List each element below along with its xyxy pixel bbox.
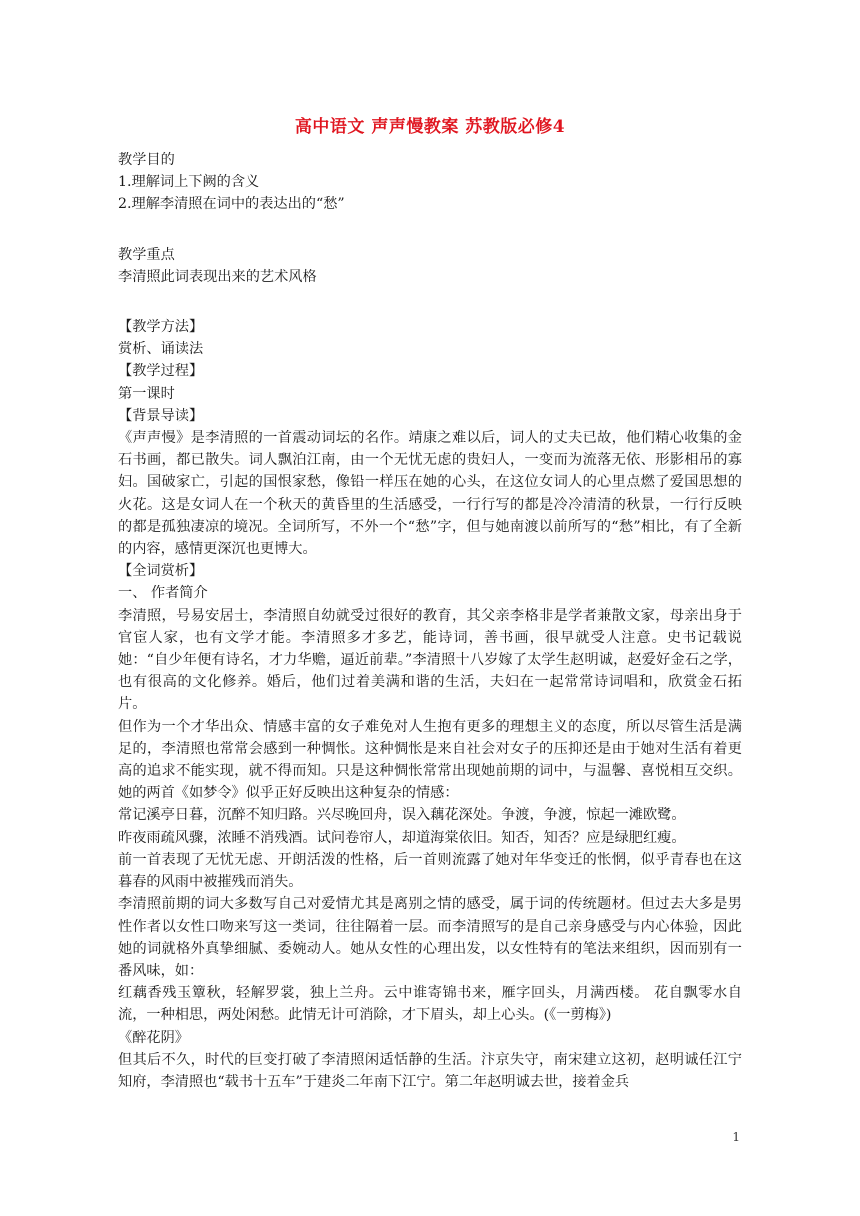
lesson-label: 第一课时 [118,385,175,402]
poem-ru-meng-ling-2: 昨夜雨疏风骤，浓睡不消残酒。试问卷帘人，却道海棠依旧。知否，知否？应是绿肥红瘦。 [118,829,686,846]
paragraph-later-life: 但其后不久，时代的巨变打破了李清照闲适恬静的生活。汴京失守，南宋建立这初，赵明诚任江宁知府，李清照也“载书十五车”于建炎二年南下江宁。第二年赵明诚去世，接着金兵 [118,1051,742,1090]
document-title: 高中语文 声声慢教案 苏教版必修4 [294,117,566,137]
paragraph-early-works: 李清照前期的词大多数写自己对爱情尤其是离别之情的感受，属于词的传统题材。但过去大多是男性作者以女性口吻来写这一类词，往往隔着一层。而李清照写的是自己亲身感受与内心体验，因此她的词就格外真挚细腻、委婉动人。她从女性的心理出发，以女性特有的笔法来组织，因而别有一番风味，如： [118,896,742,979]
section-heading-objectives: 教学目的 [118,152,175,168]
objective-item: 1.理解词上下阙的含义 [118,174,260,191]
section-heading-appreciation: 【全词赏析】 [118,563,204,580]
blank-line [118,288,742,316]
paragraph-poem-comment: 前一首表现了无忧无虑、开朗活泼的性格，后一首则流露了她对年华变迁的怅惘，似乎青春也在这暮春的风雨中被摧残而消失。 [118,851,742,891]
poem-title-zui-hua-yin: 《醉花阴》 [118,1029,189,1046]
subheading-author: 一、 作者简介 [118,585,208,602]
page-number: 1 [732,1130,740,1144]
section-heading-background: 【背景导读】 [118,407,204,424]
section-heading-key-points: 教学重点 [118,246,175,263]
methods-text: 赏析、诵读法 [118,341,204,358]
section-heading-methods: 【教学方法】 [118,319,204,336]
blank-line [118,216,742,244]
paragraph-author-bio: 李清照，号易安居士，李清照自幼就受过很好的教育，其父亲李格非是学者兼散文家，母亲出身于官宦人家，也有文学才能。李清照多才多艺，能诗词，善书画，很早就受人注意。史书记载说她：“自少年便有诗名，才力华赡，逼近前辈。”李清照十八岁嫁了太学生赵明诚，赵爱好金石之学，也有很高的文化修养。婚后，他们过着美满和谐的生活，夫妇在一起常常诗词唱和，欣赏金石拓片。 [118,607,742,713]
document-body [118,149,742,1093]
paragraph-melancholy: 但作为一个才华出众、情感丰富的女子难免对人生抱有更多的理想主义的态度，所以尽管生活是满足的，李清照也常常会感到一种惆怅。这种惆怅是来自社会对女子的压抑还是由于她对生活有着更高的追求不能实现，就不得而知。只是这种惆怅常常出现她前期的词中，与温馨、喜悦相互交织。她的两首《如梦令》似乎正好反映出这种复杂的情感： [118,718,742,802]
poem-yi-jian-mei: 红藕香残玉簟秋，轻解罗裳，独上兰舟。云中谁寄锦书来，雁字回头，月满西楼。 花自飘零水自流，一种相思，两处闲愁。此情无计可消除，才下眉头，却上心头。(《一剪梅》) [118,985,742,1024]
paragraph-background: 《声声慢》是李清照的一首震动词坛的名作。靖康之难以后，词人的丈夫已故，他们精心收集的金石书画，都已散失。词人飘泊江南，由一个无忧无虑的贵妇人，一变而为流落无依、形影相吊的寡妇。国破家亡，引起的国恨家愁，像铅一样压在她的心头，在这位女词人的心里点燃了爱国思想的火花。这是女词人在一个秋天的黄昏里的生活感受，一行行写的都是冷冷清清的秋景，一行行反映的都是孤独凄凉的境况。全词所写，不外一个“愁”字，但与她南渡以前所写的“愁”相比，有了全新的内容，感情更深沉也更博大。 [118,430,742,558]
key-point-text: 李清照此词表现出来的艺术风格 [118,268,317,285]
poem-ru-meng-ling-1: 常记溪亭日暮，沉醉不知归路。兴尽晚回舟，误入藕花深处。争渡，争渡，惊起一滩欧鹭。 [118,807,686,824]
objective-item: 2.理解李清照在词中的表达出的“愁” [118,196,345,213]
section-heading-process: 【教学过程】 [118,363,204,380]
